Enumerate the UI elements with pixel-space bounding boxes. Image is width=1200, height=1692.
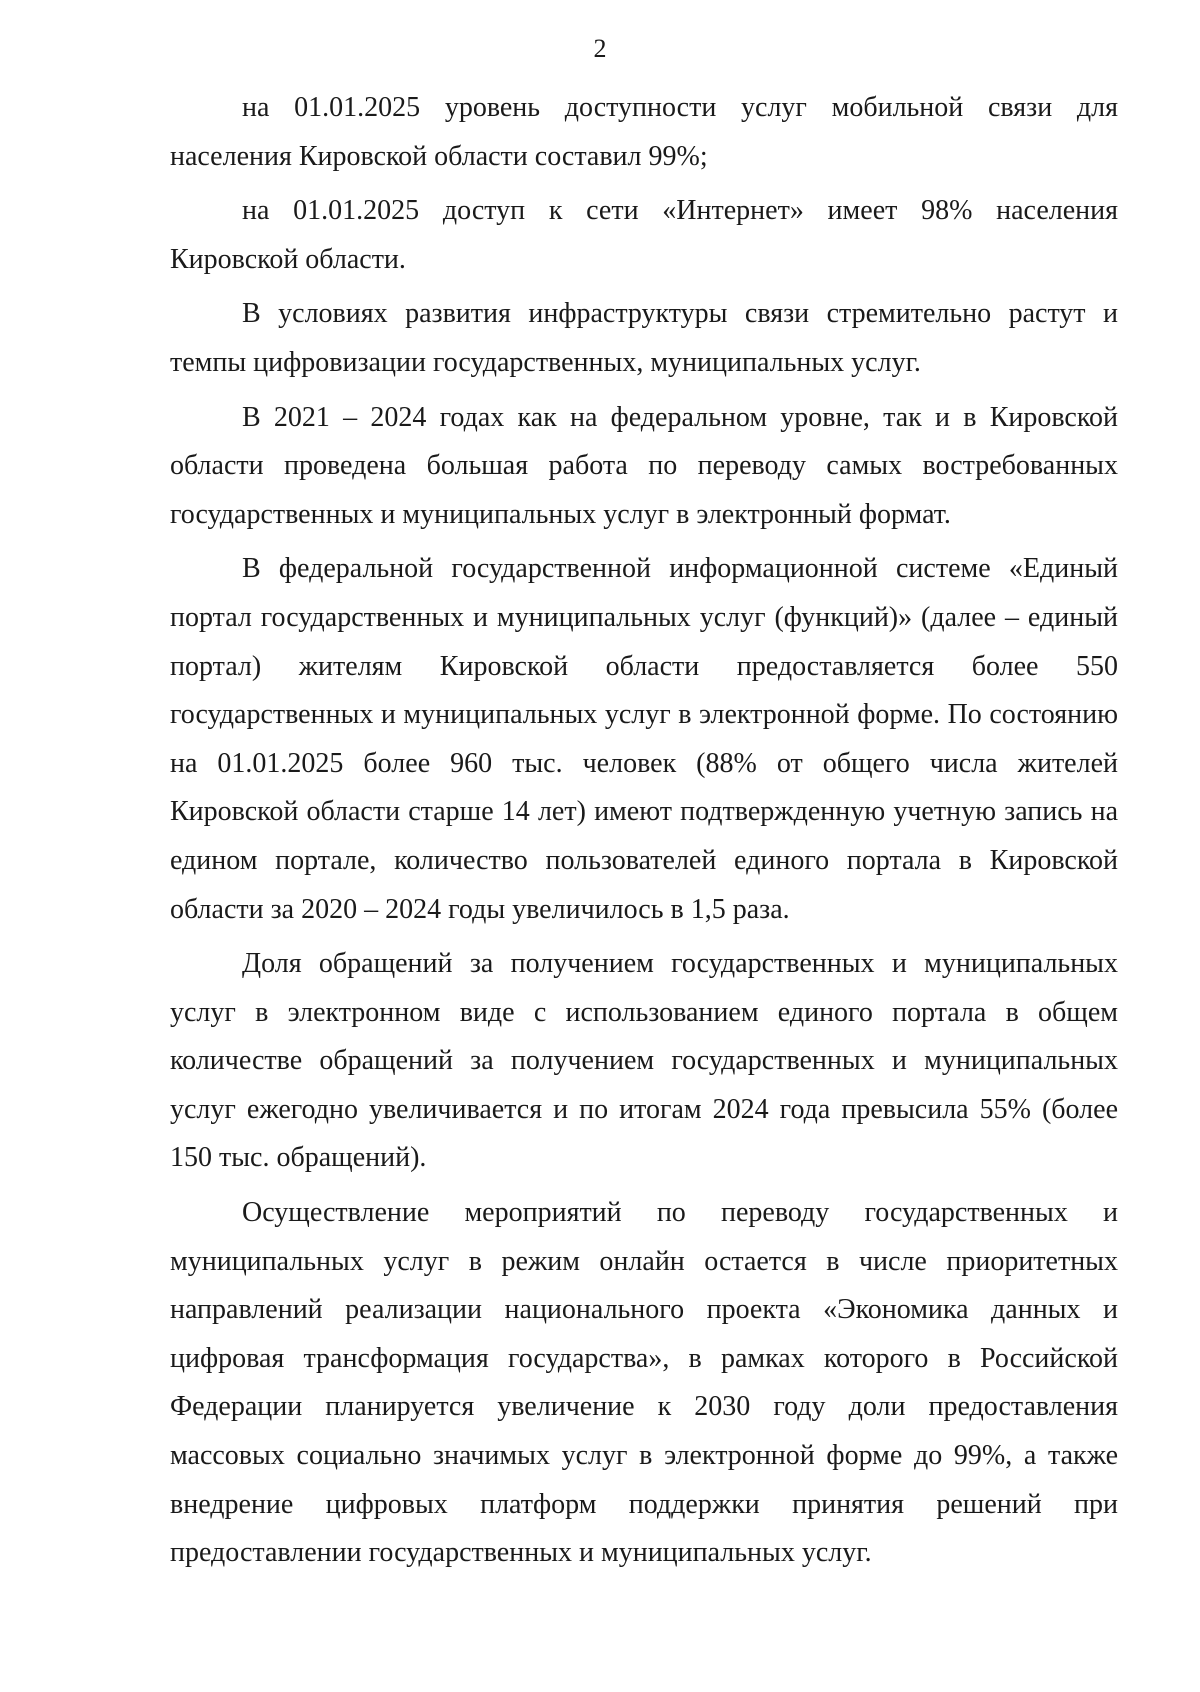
paragraph-mobile-access: на 01.01.2025 уровень доступности услуг мобильной связи для населения Кировской области составил 99%; [170, 92, 1118, 172]
paragraph-digitalization: В условиях развития инфраструктуры связи стремительно растут и темпы цифровизации государственных, муниципальных услуг. [170, 298, 1118, 378]
paragraph-internet-access: на 01.01.2025 доступ к сети «Интернет» имеет 98% населения Кировской области. [170, 195, 1118, 275]
paragraph-2021-2024-work: В 2021 – 2024 годах как на федеральном уровне, так и в Кировской области проведена большая работа по переводу самых востребованных государственных и муниципальных услуг в электронный формат. [170, 401, 1118, 530]
paragraph-national-project: Осуществление мероприятий по переводу государственных и муниципальных услуг в режим онлайн остается в числе приоритетных направлений реализации национального проекта «Экономика данных и цифровая трансформация государства», в рамках которого в Российской Федерации планируется увеличение к 2030 году доли предоставления массовых социально значимых услуг в электронной форме до 99%, а также внедрение цифровых платформ поддержки принятия решений при предоставлении государственных и муниципальных услуг. [170, 1197, 1118, 1569]
paragraph-unified-portal: В федеральной государственной информационной системе «Единый портал государственных и муниципальных услуг (функций)» (далее – единый портал) жителям Кировской области предоставляется более 550 государственных и муниципальных услуг в электронной форме. По состоянию на 01.01.2025 более 960 тыс. человек (88% от общего числа жителей Кировской области старше 14 лет) имеют подтвержденную учетную запись на едином портале, количество пользователей единого портала в Кировской области за 2020 – 2024 годы увеличилось в 1,5 раза. [170, 553, 1118, 925]
document-body [170, 84, 1118, 1578]
paragraph-electronic-requests-share: Доля обращений за получением государственных и муниципальных услуг в электронном виде с использованием единого портала в общем количестве обращений за получением государственных и муниципальных услуг ежегодно увеличивается и по итогам 2024 года превысила 55% (более 150 тыс. обращений). [170, 948, 1118, 1174]
page-number: 2 [593, 34, 607, 63]
